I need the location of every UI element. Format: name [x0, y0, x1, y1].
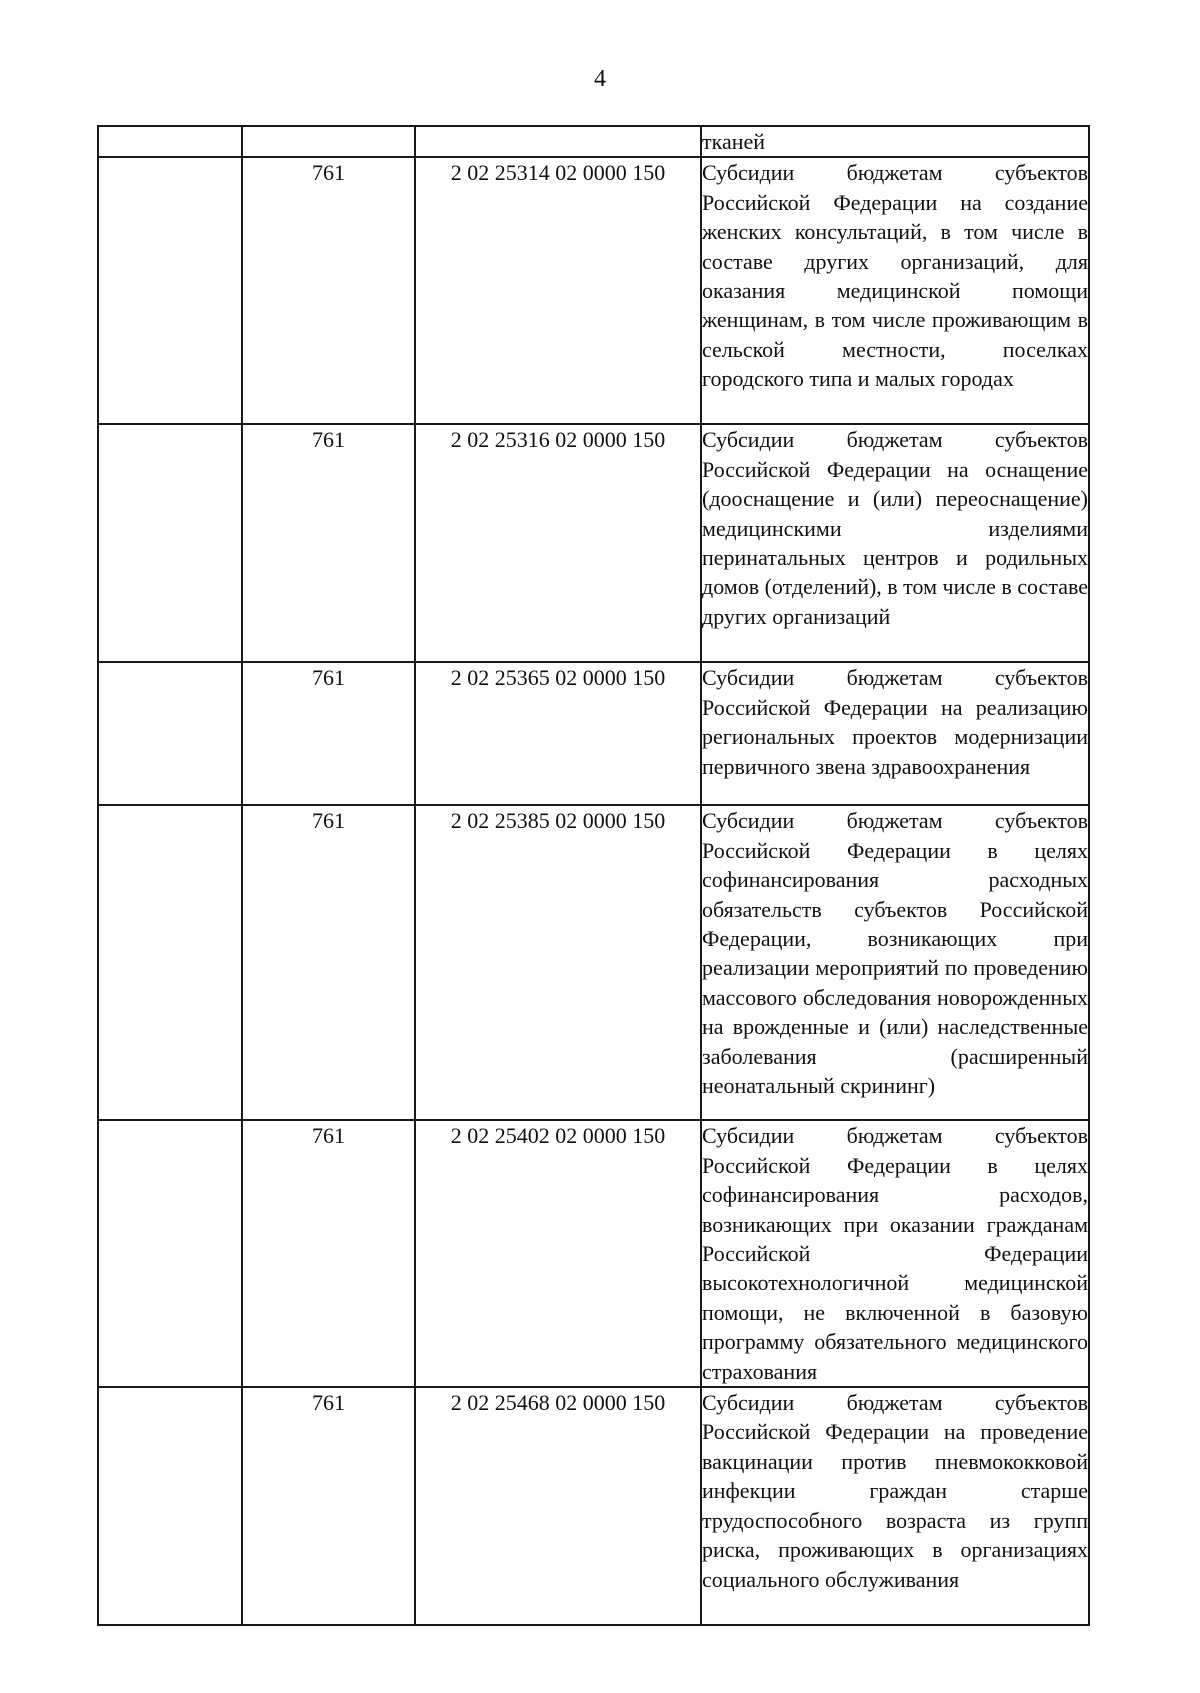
- description-cell: Субсидии бюджетам субъектов Российской Федерации в целях софинансирования расходов, возникающих при оказании гражданам Российской Федерации высокотехнологичной медицинской помощи, не включенной в базовую программу обязательного медицинского страхования: [701, 1120, 1089, 1387]
- income-code-cell: 2 02 25385 02 0000 150: [415, 805, 701, 1120]
- table-row: [98, 424, 1089, 662]
- empty-cell: [98, 662, 242, 805]
- table-row: [98, 1387, 1089, 1625]
- admin-code-cell: 761: [242, 662, 415, 805]
- description-cell: Субсидии бюджетам субъектов Российской Федерации на проведение вакцинации против пневмококковой инфекции граждан старше трудоспособного возраста из групп риска, проживающих в организациях социального обслуживания: [701, 1387, 1089, 1625]
- description-cell: Субсидии бюджетам субъектов Российской Федерации на реализацию региональных проектов модернизации первичного звена здравоохранения: [701, 662, 1089, 805]
- description-cell: Субсидии бюджетам субъектов Российской Федерации в целях софинансирования расходных обязательств субъектов Российской Федерации, возникающих при реализации мероприятий по проведению массового обследования новорожденных на врожденные и (или) наследственные заболевания (расширенный неонатальный скрининг): [701, 805, 1089, 1120]
- empty-cell: [98, 1387, 242, 1625]
- income-code-cell: [415, 126, 701, 157]
- admin-code-cell: 761: [242, 1120, 415, 1387]
- admin-code-cell: [242, 126, 415, 157]
- admin-code-cell: 761: [242, 424, 415, 662]
- admin-code-cell: 761: [242, 805, 415, 1120]
- empty-cell: [98, 157, 242, 424]
- income-code-cell: 2 02 25468 02 0000 150: [415, 1387, 701, 1625]
- income-code-cell: 2 02 25365 02 0000 150: [415, 662, 701, 805]
- admin-code-cell: 761: [242, 157, 415, 424]
- table-row: [98, 157, 1089, 424]
- admin-code-cell: 761: [242, 1387, 415, 1625]
- table-row: [98, 126, 1089, 157]
- income-code-cell: 2 02 25402 02 0000 150: [415, 1120, 701, 1387]
- empty-cell: [98, 805, 242, 1120]
- description-cell: Субсидии бюджетам субъектов Российской Федерации на оснащение (дооснащение и (или) переоснащение) медицинскими изделиями перинатальных центров и родильных домов (отделений), в том числе в составе других организаций: [701, 424, 1089, 662]
- description-cell: тканей: [701, 126, 1089, 157]
- description-cell: Субсидии бюджетам субъектов Российской Федерации на создание женских консультаций, в том числе в составе других организаций, для оказания медицинской помощи женщинам, в том числе проживающим в сельской местности, поселках городского типа и малых городах: [701, 157, 1089, 424]
- income-code-cell: 2 02 25316 02 0000 150: [415, 424, 701, 662]
- income-code-cell: 2 02 25314 02 0000 150: [415, 157, 701, 424]
- empty-cell: [98, 1120, 242, 1387]
- budget-classification-table: [97, 125, 1090, 1626]
- table-row: [98, 662, 1089, 805]
- table-row: [98, 805, 1089, 1120]
- empty-cell: [98, 126, 242, 157]
- table-row: [98, 1120, 1089, 1387]
- empty-cell: [98, 424, 242, 662]
- page-number: 4: [594, 66, 606, 92]
